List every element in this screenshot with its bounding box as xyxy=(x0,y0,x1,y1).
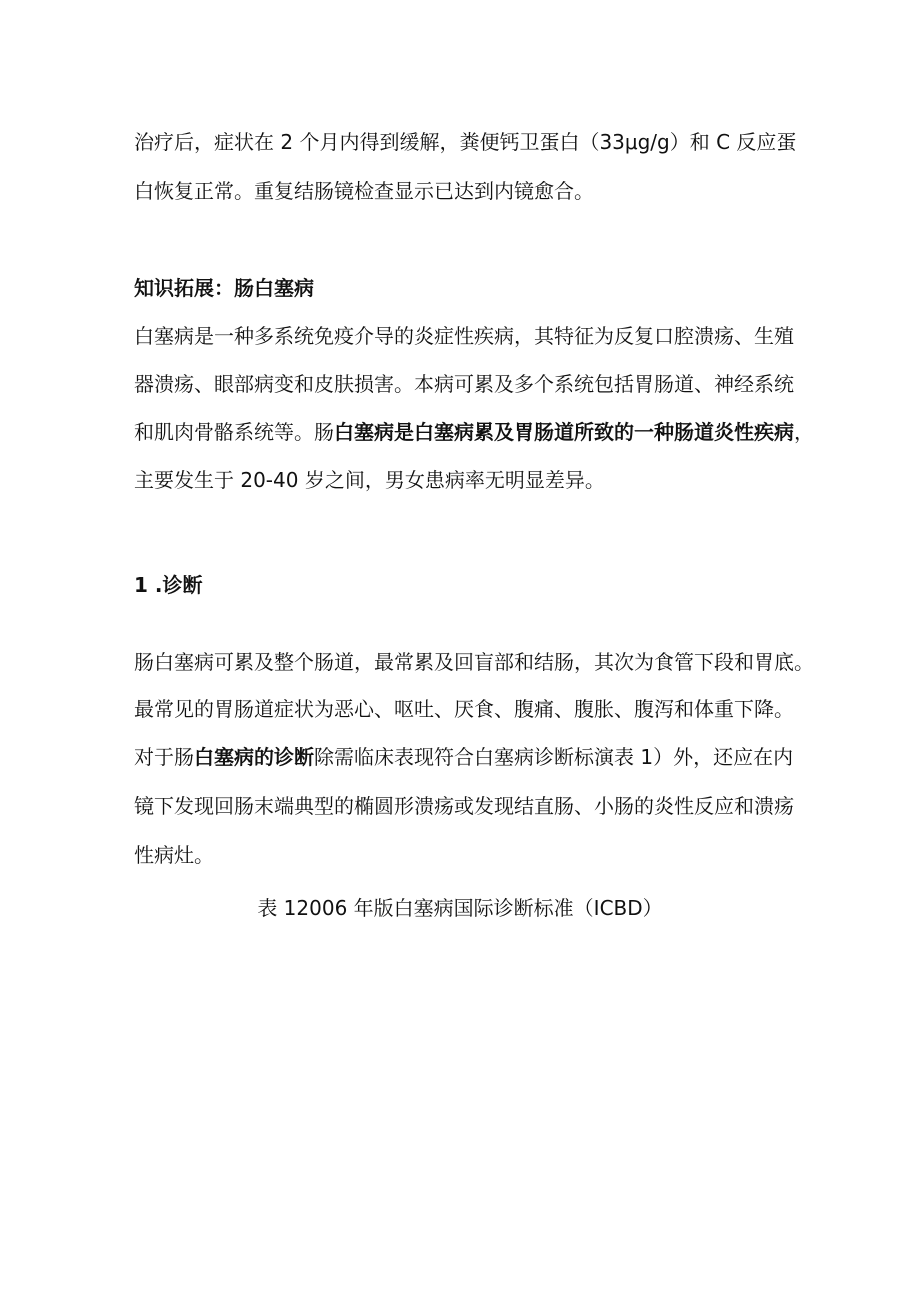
diagnosis-line-3-pre: 对于肠 xyxy=(134,745,194,769)
diagnosis-line-3-bold: 白塞病的诊断 xyxy=(194,745,314,769)
knowledge-line-3-pre: 和肌肉骨骼系统等。肠 xyxy=(134,420,334,444)
knowledge-line-1: 白塞病是一种多系统免疫介导的炎症性疾病，其特征为反复口腔溃疡、生殖 xyxy=(134,324,794,348)
knowledge-heading: 知识拓展：肠白塞病 xyxy=(134,276,314,300)
diagnosis-line-3-post: 除需临床表现符合白塞病诊断标演表 1）外，还应在内 xyxy=(314,745,794,769)
diagnosis-line-1: 肠白塞病可累及整个肠道，最常累及回盲部和结肠，其次为食管下段和胃底。 xyxy=(134,650,814,674)
diagnosis-line-2: 最常见的胃肠道症状为恶心、呕吐、厌食、腹痛、腹胀、腹泻和体重下降。 xyxy=(134,697,794,721)
diagnosis-line-5: 性病灶。 xyxy=(134,843,214,867)
table-caption: 表 12006 年版白塞病国际诊断标准（ICBD） xyxy=(257,896,663,920)
diagnosis-heading: 1 .诊断 xyxy=(134,573,203,597)
knowledge-line-3 xyxy=(134,418,814,446)
diagnosis-line-4: 镜下发现回肠末端典型的椭圆形溃疡或发现结直肠、小肠的炎性反应和溃疡 xyxy=(134,794,794,818)
knowledge-line-2: 器溃疡、眼部病变和皮肤损害。本病可累及多个系统包括胃肠道、神经系统 xyxy=(134,372,794,396)
intro-line-1: 治疗后，症状在 2 个月内得到缓解，粪便钙卫蛋白（33μg/g）和 C 反应蛋 xyxy=(134,130,797,154)
knowledge-line-4: 主要发生于 20-40 岁之间，男女患病率无明显差异。 xyxy=(134,468,605,492)
knowledge-line-3-post: ， xyxy=(794,420,814,444)
intro-line-2: 白恢复正常。重复结肠镜检查显示已达到内镜愈合。 xyxy=(134,179,594,203)
knowledge-line-3-bold: 白塞病是白塞病累及胃肠道所致的一种肠道炎性疾病 xyxy=(334,420,794,444)
diagnosis-line-3 xyxy=(134,743,793,771)
